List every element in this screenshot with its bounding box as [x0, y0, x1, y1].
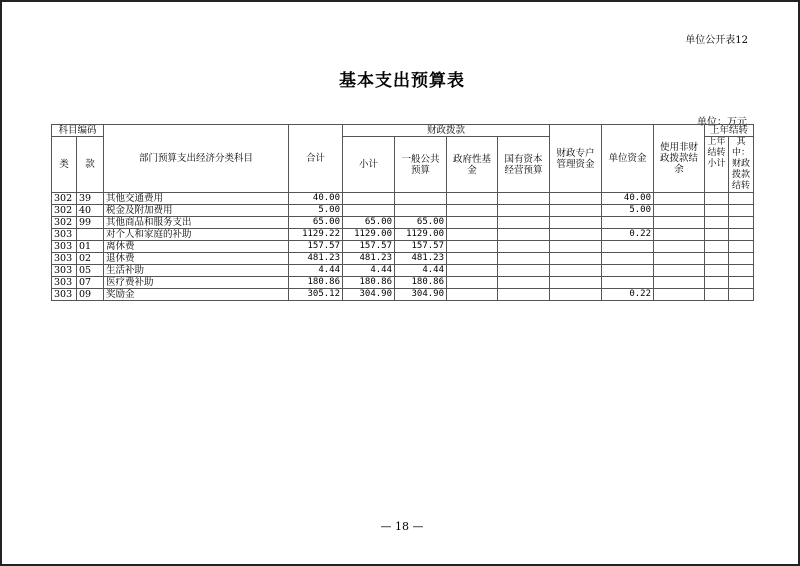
cell-kuan: 05 [77, 265, 104, 277]
cell-state-capital [498, 217, 550, 229]
cell-fiscal-special [550, 277, 602, 289]
cell-kuan: 40 [77, 205, 104, 217]
header-general-public: 一般公共预算 [395, 137, 447, 193]
header-lei: 类 [52, 137, 77, 193]
cell-kuan [77, 229, 104, 241]
cell-carryover-fiscal [729, 229, 754, 241]
cell-general-public: 1129.00 [395, 229, 447, 241]
table-row [52, 265, 754, 277]
header-code-group: 科目编码 [52, 125, 104, 137]
cell-non-fiscal-balance [654, 229, 705, 241]
cell-subtotal [343, 193, 395, 205]
cell-lei: 303 [52, 265, 77, 277]
unit-label: 单位：万元 [697, 117, 747, 128]
cell-state-capital [498, 253, 550, 265]
header-carryover-fiscal: 其中：财政拨款结转 [729, 137, 754, 193]
cell-kuan: 99 [77, 217, 104, 229]
cell-item-name: 离休费 [104, 241, 289, 253]
cell-general-public [395, 205, 447, 217]
cell-item-name: 其他商品和服务支出 [104, 217, 289, 229]
cell-kuan: 09 [77, 289, 104, 301]
cell-gov-fund [447, 229, 498, 241]
cell-total: 40.00 [289, 193, 343, 205]
cell-subtotal: 180.86 [343, 277, 395, 289]
cell-general-public [395, 193, 447, 205]
cell-carryover-fiscal [729, 205, 754, 217]
cell-unit-funds [602, 253, 654, 265]
basic-expenditure-budget-table [51, 124, 754, 301]
cell-carryover-fiscal [729, 289, 754, 301]
cell-item-name: 对个人和家庭的补助 [104, 229, 289, 241]
header-subtotal: 小计 [343, 137, 395, 193]
cell-subtotal: 4.44 [343, 265, 395, 277]
cell-total: 305.12 [289, 289, 343, 301]
cell-subtotal: 65.00 [343, 217, 395, 229]
cell-lei: 302 [52, 193, 77, 205]
header-item-name: 部门预算支出经济分类科目 [104, 125, 289, 193]
cell-non-fiscal-balance [654, 265, 705, 277]
cell-general-public: 65.00 [395, 217, 447, 229]
cell-kuan: 02 [77, 253, 104, 265]
table-row [52, 205, 754, 217]
cell-non-fiscal-balance [654, 217, 705, 229]
cell-lei: 303 [52, 241, 77, 253]
cell-lei: 303 [52, 253, 77, 265]
cell-state-capital [498, 277, 550, 289]
cell-state-capital [498, 265, 550, 277]
cell-state-capital [498, 193, 550, 205]
cell-state-capital [498, 229, 550, 241]
cell-subtotal: 481.23 [343, 253, 395, 265]
cell-carryover-fiscal [729, 193, 754, 205]
cell-non-fiscal-balance [654, 253, 705, 265]
header-total: 合计 [289, 125, 343, 193]
cell-carryover-fiscal [729, 217, 754, 229]
cell-carryover-subtotal [705, 253, 729, 265]
cell-carryover-subtotal [705, 265, 729, 277]
cell-general-public: 481.23 [395, 253, 447, 265]
cell-lei: 303 [52, 289, 77, 301]
cell-unit-funds [602, 217, 654, 229]
cell-total: 65.00 [289, 217, 343, 229]
header-kuan: 款 [77, 137, 104, 193]
table-row [52, 289, 754, 301]
cell-lei: 302 [52, 205, 77, 217]
cell-item-name: 税金及附加费用 [104, 205, 289, 217]
header-fiscal-group: 财政拨款 [343, 125, 550, 137]
cell-total: 5.00 [289, 205, 343, 217]
cell-carryover-subtotal [705, 289, 729, 301]
cell-fiscal-special [550, 289, 602, 301]
cell-unit-funds [602, 265, 654, 277]
cell-unit-funds [602, 277, 654, 289]
cell-fiscal-special [550, 253, 602, 265]
table-row [52, 277, 754, 289]
table-row [52, 241, 754, 253]
header-non-fiscal-balance: 使用非财政拨款结余 [654, 125, 705, 193]
table-row [52, 229, 754, 241]
cell-lei: 302 [52, 217, 77, 229]
table-row [52, 217, 754, 229]
table-reference: 单位公开表12 [685, 35, 748, 46]
table-row [52, 253, 754, 265]
cell-total: 1129.22 [289, 229, 343, 241]
cell-fiscal-special [550, 193, 602, 205]
cell-non-fiscal-balance [654, 277, 705, 289]
table-body [52, 193, 754, 301]
cell-kuan: 07 [77, 277, 104, 289]
cell-carryover-subtotal [705, 205, 729, 217]
cell-lei: 303 [52, 277, 77, 289]
page-number: — 18 — [380, 520, 424, 533]
table-row [52, 193, 754, 205]
cell-non-fiscal-balance [654, 289, 705, 301]
cell-general-public: 180.86 [395, 277, 447, 289]
cell-general-public: 304.90 [395, 289, 447, 301]
cell-carryover-subtotal [705, 217, 729, 229]
cell-item-name: 其他交通费用 [104, 193, 289, 205]
cell-gov-fund [447, 289, 498, 301]
cell-carryover-fiscal [729, 253, 754, 265]
cell-subtotal: 304.90 [343, 289, 395, 301]
cell-carryover-fiscal [729, 277, 754, 289]
cell-gov-fund [447, 277, 498, 289]
cell-non-fiscal-balance [654, 241, 705, 253]
header-state-capital: 国有资本经营预算 [498, 137, 550, 193]
cell-fiscal-special [550, 205, 602, 217]
header-carryover-subtotal: 上年结转小计 [705, 137, 729, 193]
cell-fiscal-special [550, 217, 602, 229]
cell-subtotal [343, 205, 395, 217]
cell-unit-funds: 0.22 [602, 229, 654, 241]
cell-subtotal: 1129.00 [343, 229, 395, 241]
cell-carryover-fiscal [729, 241, 754, 253]
cell-gov-fund [447, 205, 498, 217]
cell-kuan: 39 [77, 193, 104, 205]
cell-general-public: 157.57 [395, 241, 447, 253]
cell-carryover-subtotal [705, 241, 729, 253]
cell-unit-funds: 0.22 [602, 289, 654, 301]
cell-non-fiscal-balance [654, 193, 705, 205]
cell-gov-fund [447, 253, 498, 265]
cell-state-capital [498, 289, 550, 301]
cell-non-fiscal-balance [654, 205, 705, 217]
cell-unit-funds: 40.00 [602, 193, 654, 205]
cell-carryover-subtotal [705, 277, 729, 289]
cell-gov-fund [447, 217, 498, 229]
cell-unit-funds [602, 241, 654, 253]
cell-subtotal: 157.57 [343, 241, 395, 253]
cell-state-capital [498, 205, 550, 217]
header-fiscal-special: 财政专户管理资金 [550, 125, 602, 193]
cell-item-name: 医疗费补助 [104, 277, 289, 289]
header-carryover-group: 上年结转 [705, 125, 754, 137]
page-title: 基本支出预算表 [339, 71, 465, 91]
header-unit-funds: 单位资金 [602, 125, 654, 193]
cell-general-public: 4.44 [395, 265, 447, 277]
cell-kuan: 01 [77, 241, 104, 253]
cell-lei: 303 [52, 229, 77, 241]
cell-fiscal-special [550, 241, 602, 253]
cell-item-name: 退休费 [104, 253, 289, 265]
cell-state-capital [498, 241, 550, 253]
cell-total: 180.86 [289, 277, 343, 289]
cell-total: 481.23 [289, 253, 343, 265]
cell-gov-fund [447, 265, 498, 277]
cell-total: 4.44 [289, 265, 343, 277]
cell-total: 157.57 [289, 241, 343, 253]
cell-fiscal-special [550, 229, 602, 241]
cell-item-name: 生活补助 [104, 265, 289, 277]
cell-carryover-subtotal [705, 193, 729, 205]
cell-carryover-subtotal [705, 229, 729, 241]
cell-unit-funds: 5.00 [602, 205, 654, 217]
cell-fiscal-special [550, 265, 602, 277]
cell-gov-fund [447, 241, 498, 253]
cell-gov-fund [447, 193, 498, 205]
cell-carryover-fiscal [729, 265, 754, 277]
header-gov-fund: 政府性基金 [447, 137, 498, 193]
cell-item-name: 奖励金 [104, 289, 289, 301]
